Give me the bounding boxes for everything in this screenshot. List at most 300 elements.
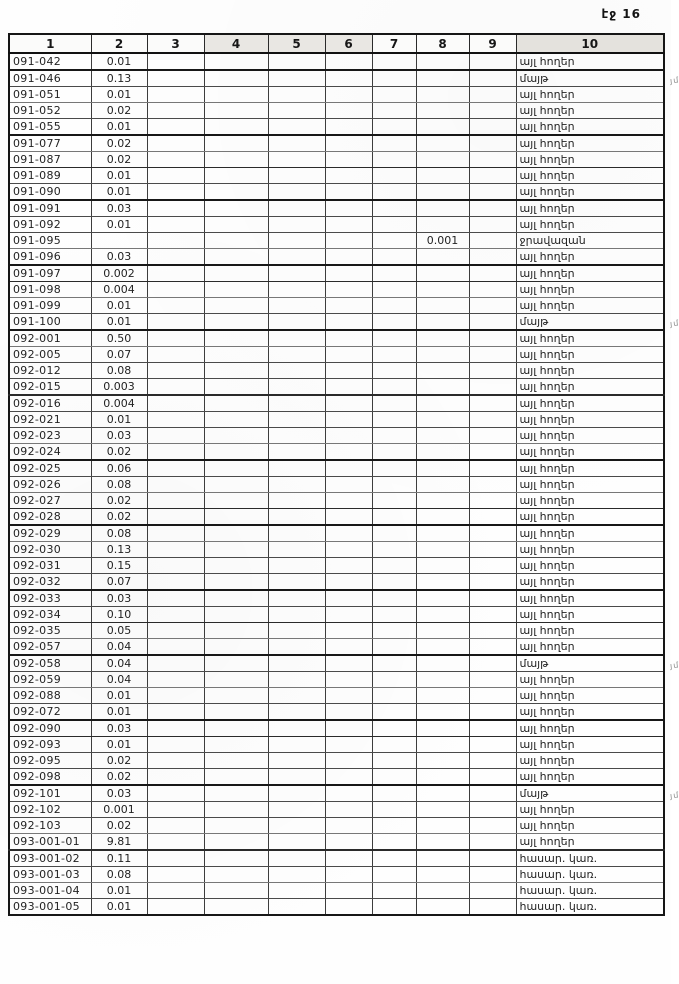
empty-cell-9: [469, 53, 516, 70]
area-value-cell: 0.08: [91, 867, 147, 883]
empty-cell-6: [325, 265, 372, 282]
empty-cell-6: [325, 883, 372, 899]
empty-cell-4: [204, 883, 268, 899]
empty-cell-3: [147, 70, 204, 87]
empty-cell-5: [268, 379, 325, 396]
empty-cell-9: [469, 818, 516, 834]
empty-cell-3: [147, 314, 204, 331]
land-use-cell: այլ հողեր: [516, 298, 664, 314]
empty-cell-6: [325, 867, 372, 883]
empty-cell-4: [204, 70, 268, 87]
table-row: [9, 850, 664, 867]
parcel-code-cell: 092-095: [9, 753, 91, 769]
column8-value-cell: [416, 737, 469, 753]
parcel-code-cell: 091-042: [9, 53, 91, 70]
empty-cell-4: [204, 168, 268, 184]
parcel-code-cell: 091-046: [9, 70, 91, 87]
empty-cell-7: [372, 867, 416, 883]
area-value-cell: 0.01: [91, 412, 147, 428]
empty-cell-4: [204, 607, 268, 623]
table-row: [9, 53, 664, 70]
column-header: 6: [325, 34, 372, 53]
parcel-code-cell: 092-023: [9, 428, 91, 444]
parcel-code-cell: 092-028: [9, 509, 91, 526]
empty-cell-9: [469, 769, 516, 786]
area-value-cell: 0.01: [91, 53, 147, 70]
empty-cell-4: [204, 282, 268, 298]
column8-value-cell: [416, 135, 469, 152]
empty-cell-4: [204, 444, 268, 461]
empty-cell-3: [147, 233, 204, 249]
area-value-cell: 0.06: [91, 460, 147, 477]
table-row: [9, 363, 664, 379]
parcel-code-cell: 092-030: [9, 542, 91, 558]
column8-value-cell: [416, 639, 469, 656]
column8-value-cell: [416, 753, 469, 769]
empty-cell-6: [325, 217, 372, 233]
empty-cell-9: [469, 639, 516, 656]
table-row: [9, 607, 664, 623]
parcel-code-cell: 091-052: [9, 103, 91, 119]
parcel-code-cell: 092-058: [9, 655, 91, 672]
empty-cell-4: [204, 867, 268, 883]
area-value-cell: 0.13: [91, 542, 147, 558]
empty-cell-4: [204, 347, 268, 363]
table-row: [9, 753, 664, 769]
empty-cell-7: [372, 379, 416, 396]
parcel-code-cell: 092-090: [9, 720, 91, 737]
land-use-cell: այլ հողեր: [516, 818, 664, 834]
empty-cell-6: [325, 720, 372, 737]
empty-cell-9: [469, 558, 516, 574]
empty-cell-9: [469, 623, 516, 639]
column8-value-cell: [416, 688, 469, 704]
empty-cell-9: [469, 607, 516, 623]
land-use-cell: այլ հողեր: [516, 477, 664, 493]
parcel-code-cell: 092-021: [9, 412, 91, 428]
empty-cell-6: [325, 53, 372, 70]
parcel-code-cell: 091-077: [9, 135, 91, 152]
column-header: 2: [91, 34, 147, 53]
parcel-code-cell: 091-092: [9, 217, 91, 233]
land-use-cell: այլ հողեր: [516, 395, 664, 412]
empty-cell-6: [325, 395, 372, 412]
area-value-cell: 0.01: [91, 688, 147, 704]
empty-cell-7: [372, 720, 416, 737]
empty-cell-4: [204, 834, 268, 851]
area-value-cell: 0.02: [91, 152, 147, 168]
land-use-cell: այլ հողեր: [516, 525, 664, 542]
empty-cell-9: [469, 152, 516, 168]
empty-cell-4: [204, 542, 268, 558]
column8-value-cell: [416, 623, 469, 639]
empty-cell-3: [147, 655, 204, 672]
column8-value-cell: [416, 119, 469, 136]
empty-cell-7: [372, 525, 416, 542]
parcel-code-cell: 092-088: [9, 688, 91, 704]
empty-cell-7: [372, 818, 416, 834]
column-header: 10: [516, 34, 664, 53]
parcel-code-cell: 091-099: [9, 298, 91, 314]
empty-cell-3: [147, 298, 204, 314]
empty-cell-4: [204, 623, 268, 639]
empty-cell-6: [325, 850, 372, 867]
empty-cell-4: [204, 737, 268, 753]
column8-value-cell: [416, 298, 469, 314]
column8-value-cell: [416, 867, 469, 883]
empty-cell-7: [372, 785, 416, 802]
empty-cell-3: [147, 87, 204, 103]
empty-cell-9: [469, 477, 516, 493]
empty-cell-7: [372, 607, 416, 623]
column8-value-cell: [416, 493, 469, 509]
area-value-cell: 0.10: [91, 607, 147, 623]
empty-cell-4: [204, 428, 268, 444]
table-row: [9, 720, 664, 737]
empty-cell-6: [325, 282, 372, 298]
empty-cell-3: [147, 477, 204, 493]
empty-cell-9: [469, 168, 516, 184]
parcel-code-cell: 092-031: [9, 558, 91, 574]
empty-cell-5: [268, 87, 325, 103]
margin-note: յմ: [669, 318, 679, 329]
empty-cell-7: [372, 233, 416, 249]
parcel-code-cell: 092-102: [9, 802, 91, 818]
area-value-cell: 9.81: [91, 834, 147, 851]
empty-cell-5: [268, 119, 325, 136]
parcel-code-cell: 092-033: [9, 590, 91, 607]
table-row: [9, 152, 664, 168]
empty-cell-9: [469, 347, 516, 363]
empty-cell-3: [147, 152, 204, 168]
empty-cell-6: [325, 347, 372, 363]
table-row: [9, 184, 664, 201]
empty-cell-5: [268, 493, 325, 509]
land-use-cell: այլ հողեր: [516, 53, 664, 70]
column8-value-cell: [416, 87, 469, 103]
empty-cell-4: [204, 233, 268, 249]
area-value-cell: 0.004: [91, 282, 147, 298]
area-value-cell: 0.08: [91, 363, 147, 379]
land-use-cell: մայթ յմ: [516, 314, 664, 331]
empty-cell-3: [147, 688, 204, 704]
table-row: [9, 883, 664, 899]
empty-cell-3: [147, 184, 204, 201]
empty-cell-4: [204, 395, 268, 412]
table-row: [9, 428, 664, 444]
parcel-code-cell: 093-001-04: [9, 883, 91, 899]
empty-cell-9: [469, 444, 516, 461]
area-value-cell: 0.02: [91, 818, 147, 834]
empty-cell-7: [372, 103, 416, 119]
land-use-cell: այլ հողեր: [516, 135, 664, 152]
empty-cell-5: [268, 282, 325, 298]
area-value-cell: 0.02: [91, 103, 147, 119]
empty-cell-9: [469, 282, 516, 298]
margin-note: յմ: [669, 75, 679, 86]
empty-cell-4: [204, 314, 268, 331]
empty-cell-6: [325, 460, 372, 477]
column8-value-cell: [416, 477, 469, 493]
parcel-code-cell: 092-005: [9, 347, 91, 363]
empty-cell-5: [268, 639, 325, 656]
empty-cell-4: [204, 802, 268, 818]
table-row: [9, 834, 664, 851]
table-row: [9, 412, 664, 428]
table-row: [9, 282, 664, 298]
land-use-cell: այլ հողեր: [516, 704, 664, 721]
empty-cell-4: [204, 217, 268, 233]
empty-cell-3: [147, 493, 204, 509]
parcel-code-cell: 092-059: [9, 672, 91, 688]
area-value-cell: 0.03: [91, 200, 147, 217]
empty-cell-7: [372, 802, 416, 818]
empty-cell-5: [268, 590, 325, 607]
table-row: [9, 168, 664, 184]
land-use-cell: այլ հողեր: [516, 590, 664, 607]
empty-cell-9: [469, 883, 516, 899]
empty-cell-7: [372, 314, 416, 331]
empty-cell-6: [325, 168, 372, 184]
empty-cell-6: [325, 899, 372, 916]
column8-value-cell: [416, 769, 469, 786]
empty-cell-9: [469, 265, 516, 282]
column8-value-cell: [416, 347, 469, 363]
empty-cell-9: [469, 460, 516, 477]
column-header: 8: [416, 34, 469, 53]
empty-cell-5: [268, 867, 325, 883]
land-use-cell: այլ հողեր: [516, 103, 664, 119]
empty-cell-9: [469, 363, 516, 379]
land-use-cell: այլ հողեր: [516, 347, 664, 363]
land-use-cell: այլ հողեր: [516, 152, 664, 168]
table-row: [9, 135, 664, 152]
empty-cell-6: [325, 834, 372, 851]
empty-cell-4: [204, 558, 268, 574]
empty-cell-7: [372, 363, 416, 379]
land-use-cell: այլ հողեր: [516, 834, 664, 851]
empty-cell-4: [204, 525, 268, 542]
empty-cell-7: [372, 493, 416, 509]
area-value-cell: 0.01: [91, 737, 147, 753]
empty-cell-3: [147, 753, 204, 769]
area-value-cell: 0.01: [91, 87, 147, 103]
empty-cell-9: [469, 542, 516, 558]
table-row: [9, 298, 664, 314]
empty-cell-6: [325, 444, 372, 461]
parcel-code-cell: 092-027: [9, 493, 91, 509]
land-use-cell: այլ հողեր: [516, 688, 664, 704]
empty-cell-5: [268, 330, 325, 347]
empty-cell-4: [204, 493, 268, 509]
column8-value-cell: [416, 152, 469, 168]
area-value-cell: 0.07: [91, 347, 147, 363]
parcel-code-cell: 091-087: [9, 152, 91, 168]
area-value-cell: 0.03: [91, 590, 147, 607]
empty-cell-7: [372, 444, 416, 461]
land-use-cell: այլ հողեր: [516, 542, 664, 558]
land-use-cell: հասար. կառ.: [516, 867, 664, 883]
empty-cell-6: [325, 152, 372, 168]
empty-cell-6: [325, 70, 372, 87]
parcel-code-cell: 092-098: [9, 769, 91, 786]
empty-cell-6: [325, 428, 372, 444]
empty-cell-3: [147, 574, 204, 591]
empty-cell-9: [469, 233, 516, 249]
column8-value-cell: [416, 509, 469, 526]
empty-cell-5: [268, 558, 325, 574]
empty-cell-7: [372, 655, 416, 672]
empty-cell-5: [268, 298, 325, 314]
table-row: [9, 542, 664, 558]
table-row: [9, 623, 664, 639]
empty-cell-7: [372, 395, 416, 412]
empty-cell-9: [469, 785, 516, 802]
empty-cell-7: [372, 53, 416, 70]
land-use-cell: մայթ յմ: [516, 785, 664, 802]
column8-value-cell: [416, 53, 469, 70]
parcel-code-cell: 092-032: [9, 574, 91, 591]
land-use-cell: այլ հողեր: [516, 168, 664, 184]
empty-cell-3: [147, 412, 204, 428]
empty-cell-5: [268, 850, 325, 867]
empty-cell-3: [147, 704, 204, 721]
table-row: [9, 672, 664, 688]
area-value-cell: 0.03: [91, 785, 147, 802]
empty-cell-4: [204, 379, 268, 396]
empty-cell-4: [204, 720, 268, 737]
column8-value-cell: [416, 314, 469, 331]
column8-value-cell: [416, 818, 469, 834]
area-value-cell: 0.01: [91, 217, 147, 233]
empty-cell-3: [147, 460, 204, 477]
area-value-cell: [91, 233, 147, 249]
empty-cell-5: [268, 574, 325, 591]
land-use-cell: այլ հողեր: [516, 558, 664, 574]
parcel-code-cell: 092-093: [9, 737, 91, 753]
empty-cell-4: [204, 785, 268, 802]
empty-cell-3: [147, 672, 204, 688]
area-value-cell: 0.02: [91, 509, 147, 526]
empty-cell-7: [372, 704, 416, 721]
area-value-cell: 0.01: [91, 704, 147, 721]
empty-cell-9: [469, 493, 516, 509]
parcel-code-cell: 091-098: [9, 282, 91, 298]
parcel-code-cell: 092-029: [9, 525, 91, 542]
empty-cell-3: [147, 168, 204, 184]
empty-cell-4: [204, 87, 268, 103]
empty-cell-5: [268, 249, 325, 266]
empty-cell-5: [268, 672, 325, 688]
empty-cell-6: [325, 672, 372, 688]
empty-cell-6: [325, 233, 372, 249]
empty-cell-7: [372, 119, 416, 136]
empty-cell-3: [147, 347, 204, 363]
empty-cell-9: [469, 688, 516, 704]
empty-cell-6: [325, 785, 372, 802]
empty-cell-7: [372, 737, 416, 753]
empty-cell-9: [469, 184, 516, 201]
empty-cell-3: [147, 103, 204, 119]
empty-cell-4: [204, 769, 268, 786]
table-row: [9, 347, 664, 363]
land-use-cell: այլ հողեր: [516, 217, 664, 233]
empty-cell-9: [469, 867, 516, 883]
empty-cell-5: [268, 607, 325, 623]
empty-cell-6: [325, 655, 372, 672]
empty-cell-7: [372, 265, 416, 282]
parcel-code-cell: 092-015: [9, 379, 91, 396]
table-row: [9, 655, 664, 672]
empty-cell-5: [268, 444, 325, 461]
column8-value-cell: [416, 720, 469, 737]
parcel-code-cell: 092-024: [9, 444, 91, 461]
empty-cell-3: [147, 639, 204, 656]
empty-cell-6: [325, 103, 372, 119]
page-number-label: էջ 16: [601, 7, 641, 21]
area-value-cell: 0.004: [91, 395, 147, 412]
empty-cell-6: [325, 509, 372, 526]
empty-cell-3: [147, 850, 204, 867]
empty-cell-9: [469, 87, 516, 103]
area-value-cell: 0.001: [91, 802, 147, 818]
empty-cell-5: [268, 135, 325, 152]
column-header: 3: [147, 34, 204, 53]
table-row: [9, 639, 664, 656]
empty-cell-6: [325, 477, 372, 493]
table-row: [9, 802, 664, 818]
empty-cell-5: [268, 70, 325, 87]
table-row: [9, 688, 664, 704]
parcel-code-cell: 092-025: [9, 460, 91, 477]
empty-cell-4: [204, 590, 268, 607]
empty-cell-7: [372, 152, 416, 168]
empty-cell-7: [372, 639, 416, 656]
empty-cell-7: [372, 412, 416, 428]
empty-cell-6: [325, 704, 372, 721]
empty-cell-6: [325, 330, 372, 347]
empty-cell-4: [204, 639, 268, 656]
area-value-cell: 0.01: [91, 899, 147, 916]
empty-cell-4: [204, 184, 268, 201]
parcel-code-cell: 092-103: [9, 818, 91, 834]
empty-cell-9: [469, 217, 516, 233]
empty-cell-9: [469, 834, 516, 851]
empty-cell-9: [469, 119, 516, 136]
column8-value-cell: [416, 883, 469, 899]
empty-cell-3: [147, 834, 204, 851]
land-use-cell: այլ հողեր: [516, 737, 664, 753]
area-value-cell: 0.002: [91, 265, 147, 282]
column8-value-cell: [416, 574, 469, 591]
land-use-cell: ջրավազան: [516, 233, 664, 249]
empty-cell-5: [268, 233, 325, 249]
area-value-cell: 0.15: [91, 558, 147, 574]
empty-cell-5: [268, 363, 325, 379]
empty-cell-9: [469, 753, 516, 769]
column8-value-cell: [416, 103, 469, 119]
empty-cell-6: [325, 493, 372, 509]
table-row: [9, 444, 664, 461]
land-use-cell: այլ հողեր: [516, 574, 664, 591]
land-use-cell: հասար. կառ.: [516, 883, 664, 899]
empty-cell-4: [204, 298, 268, 314]
land-use-cell: այլ հողեր: [516, 460, 664, 477]
table-body: [9, 53, 679, 915]
land-use-cell: հասար. կառ.: [516, 899, 664, 916]
empty-cell-9: [469, 103, 516, 119]
table-row: [9, 249, 664, 266]
